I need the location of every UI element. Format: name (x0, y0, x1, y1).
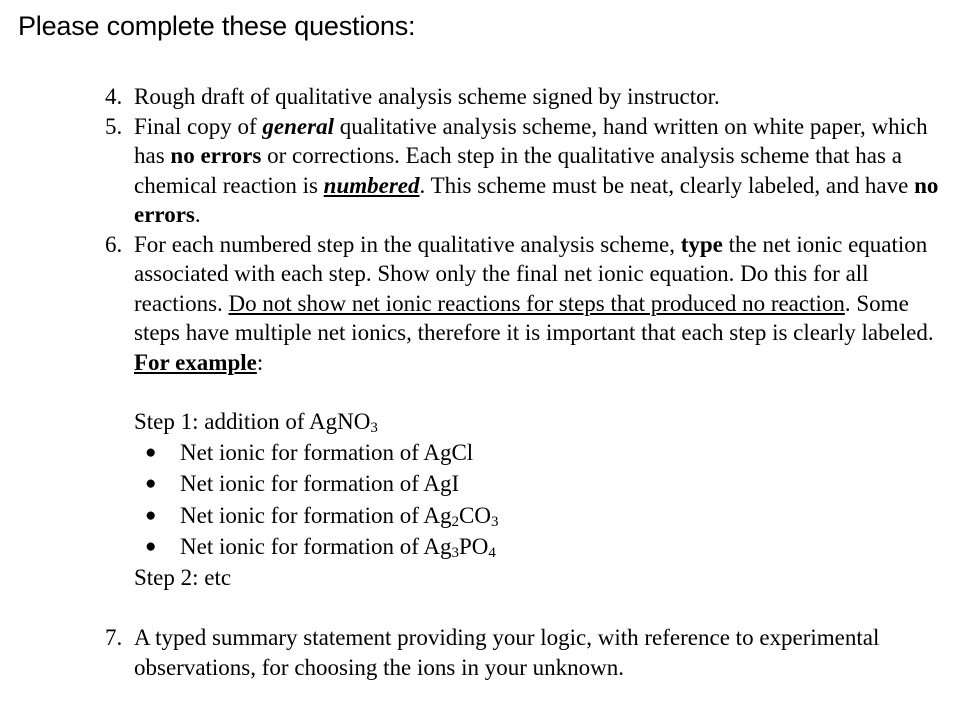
bullet-prefix: Net ionic for formation of (180, 471, 424, 496)
emphasis-general: general (262, 113, 334, 139)
emphasis-no-errors: no errors (170, 143, 262, 168)
formula-part: PO (458, 534, 489, 559)
subscript: 3 (490, 513, 499, 530)
subscript: 2 (451, 513, 459, 530)
emphasis-no-errors: no errors (134, 172, 939, 227)
question-4 (105, 82, 955, 112)
question-6 (105, 230, 955, 378)
emphasis-for-example: For example (134, 349, 257, 375)
question-text: A typed summary statement providing your logic, with reference to experimental observations, for choosing the ions in your unknown. (134, 625, 880, 680)
text-run: . This scheme must be neat, clearly labeled, and have (419, 172, 915, 198)
bullet-item-ag2co3 (134, 500, 955, 532)
example-block (105, 407, 955, 592)
subscript: 4 (488, 545, 496, 561)
bullet-item-agcl (134, 437, 955, 469)
bullet-prefix: Net ionic for formation of (180, 502, 424, 528)
example-step-1 (134, 407, 955, 437)
question-text (134, 232, 934, 375)
question-7 (105, 623, 955, 682)
question-list (105, 82, 955, 682)
formula-part: Ag (423, 502, 452, 528)
question-text: Rough draft of qualitative analysis scheme signed by instructor. (134, 84, 720, 109)
text-run: : (256, 349, 264, 375)
example-step-2: Step 2: etc (134, 564, 232, 590)
question-number: 5. (105, 113, 123, 139)
question-number: 6. (105, 231, 123, 257)
text-run: . Some steps have multiple net ionics, therefore it is important that each step is clearly labeled. (134, 290, 934, 345)
bullet-icon: ● (145, 504, 157, 526)
underlined-instruction: Do not show net ionic reactions for steps that produced no reaction (228, 290, 845, 316)
emphasis-numbered: numbered (323, 172, 420, 198)
text-run: For each numbered step in the qualitative analysis scheme, (134, 231, 681, 257)
bullet-prefix: Net ionic for formation of (180, 439, 424, 465)
bullet-item-agi (134, 468, 955, 500)
text-run: Final copy of (134, 113, 263, 139)
page-heading: Please complete these questions: (18, 11, 416, 41)
text-run: qualitative analysis scheme, hand written on white paper, which has (134, 113, 928, 168)
bullet-list (134, 437, 955, 563)
formula-part: Ag (423, 534, 452, 559)
bullet-icon: ● (145, 473, 157, 494)
text-run: . (194, 202, 201, 227)
emphasis-type: type (680, 231, 723, 257)
bullet-icon: ● (145, 441, 157, 463)
question-number: 4. (105, 84, 123, 109)
step-1-label: Step 1: addition of AgNO (134, 409, 371, 434)
compound-formula: AgI (423, 471, 460, 496)
question-text (134, 114, 938, 228)
compound-formula (423, 534, 496, 559)
bullet-icon: ● (145, 536, 157, 557)
compound-formula (423, 503, 498, 528)
formula-part: CO (458, 502, 491, 528)
bullet-item-ag3po4 (134, 531, 955, 563)
bullet-prefix: Net ionic for formation of (180, 534, 424, 559)
text-run: the net ionic equation associated with each step. Show only the final net ionic equation. Do this for all reactions. (134, 231, 928, 316)
question-5 (105, 112, 955, 230)
subscript: 3 (451, 545, 459, 561)
compound-formula: AgCl (423, 439, 474, 465)
subscript: 3 (370, 420, 378, 436)
question-number: 7. (105, 625, 123, 650)
text-run: or corrections. Each step in the qualitative analysis scheme that has a chemical reaction is (134, 143, 902, 198)
